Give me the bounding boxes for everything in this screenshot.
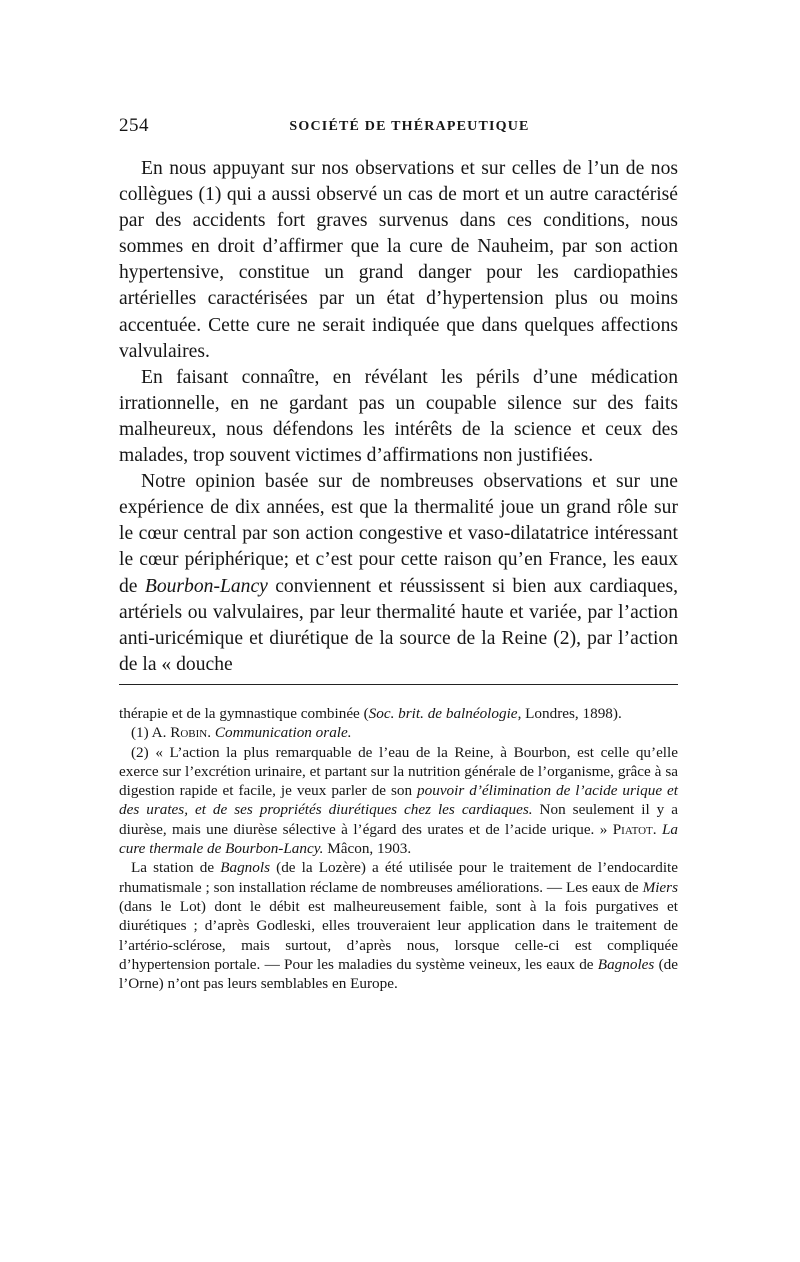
footnote-2-text-c: . bbox=[652, 820, 662, 838]
footnote-1-author: Robin bbox=[170, 724, 208, 742]
footnote-continuation-text-b: , Londres, 1898). bbox=[517, 705, 622, 722]
footnote-1 bbox=[119, 723, 678, 742]
footnote-2-emphasis: pouvoir d’élimination de l’acide urique et des urates, et de ses propriétés diurétiques chez les cardiaques. bbox=[119, 782, 678, 819]
footnote-separator bbox=[119, 684, 678, 685]
bagnols-emphasis: Bagnols bbox=[220, 859, 271, 877]
paragraph-3 bbox=[119, 469, 678, 678]
footnote-2-continued bbox=[119, 858, 678, 993]
paragraph-3-text-a: Notre opinion basée sur de nombreuses observations et sur une expérience de dix années, est que la thermalité joue un grand rôle sur le cœur central par son action congestive et vaso-dilatatrice intéressant le cœur périphérique; et c’est pour cette raison qu’en France, les eaux de bbox=[119, 471, 678, 597]
bourbon-lancy-emphasis: Bourbon-Lancy bbox=[144, 575, 268, 597]
running-title: SOCIÉTÉ DE THÉRAPEUTIQUE bbox=[289, 119, 530, 134]
miers-emphasis: Miers bbox=[642, 878, 678, 896]
paragraph-3-text-b: conviennent et réussissent si bien aux cardiaques, artériels ou valvulaires, par leur thermalité haute et variée, par l’action anti-uricémique et diurétique de la source de la Reine (2), par l’action de la « douche bbox=[119, 575, 678, 675]
paragraph-1-text: En nous appuyant sur nos observations et sur celles de l’un de nos collègues (1) qui a aussi observé un cas de mort et un autre caractérisé par des accidents fort graves survenus dans ces conditions, nous sommes en droit d’affirmer que la cure de Nauheim, par son action hypertensive, constitue un grand danger pour les cardiopathies artérielles caractérisées par un état d’hypertension plus ou moins accentuée. Cette cure ne serait indiquée que dans quelques affections valvulaires. bbox=[119, 158, 678, 362]
paragraph-2 bbox=[119, 365, 678, 469]
footnote-2-number: (2) bbox=[131, 743, 156, 761]
paragraph-1 bbox=[119, 156, 678, 365]
footnote-2-text-a: « L’action la plus remarquable de l’eau de la Reine, à Bourbon, est celle qu’elle exerce sur l’excrétion urinaire, et partant sur la nutrition générale de l’organisme, grâce à sa digestion rapide et facile, je veux parler de son bbox=[119, 743, 678, 800]
footnote-1-number: (1) A. bbox=[131, 724, 171, 742]
footnote-2-text-b: Non seulement il y a diurèse, mais une diurèse sélective à l’égard des urates et de l’acide urique. » bbox=[119, 801, 678, 838]
footnotes bbox=[119, 704, 678, 993]
main-text bbox=[119, 156, 678, 678]
footnote-continuation bbox=[119, 704, 678, 723]
footnote-2c-text-c: (dans le Lot) dont le débit est malheureusement faible, sont à la fois purgatives et diurétiques ; d’après Godleski, elles trouveraient leur application dans le traitement de l’artério-sclérose, mais surtout, d’après nous, lorsque celle-ci est compliquée d’hypertension portale. — Pour les maladies du système veineux, les eaux de bbox=[119, 897, 678, 973]
footnote-1-title: Communication orale. bbox=[214, 724, 352, 742]
page-header bbox=[119, 115, 678, 141]
footnote-2c-text-a: La station de bbox=[131, 859, 221, 877]
footnote-continuation-text-a: thérapie et de la gymnastique combinée ( bbox=[119, 705, 369, 722]
footnote-2c-text-b: (de la Lozère) a été utilisée pour le traitement de l’endocardite rhumatismale ; son installation réclame de nombreuses améliorations. — Les eaux de bbox=[119, 859, 678, 896]
bagnoles-emphasis: Bagnoles bbox=[597, 955, 655, 973]
paragraph-2-text: En faisant connaître, en révélant les périls d’une médication irrationnelle, en ne gardant pas un coupable silence sur des faits malheureux, nous défendons les intérêts de la science et ceux des malades, trop souvent victimes d’affirmations non justifiées. bbox=[119, 366, 678, 467]
footnote-2-author: Piatot bbox=[612, 820, 653, 838]
footnote-continuation-source: Soc. brit. de balnéologie bbox=[368, 705, 518, 722]
footnote-1-text: . bbox=[207, 724, 215, 742]
page-number: 254 bbox=[119, 115, 149, 136]
footnote-2-title: La cure thermale de Bourbon-Lancy. bbox=[119, 820, 678, 858]
footnote-2 bbox=[119, 743, 678, 859]
footnote-2-text-d: Mâcon, 1903. bbox=[323, 840, 412, 858]
footnote-2c-text-d: (de l’Orne) n’ont pas leurs semblables en Europe. bbox=[119, 955, 678, 993]
